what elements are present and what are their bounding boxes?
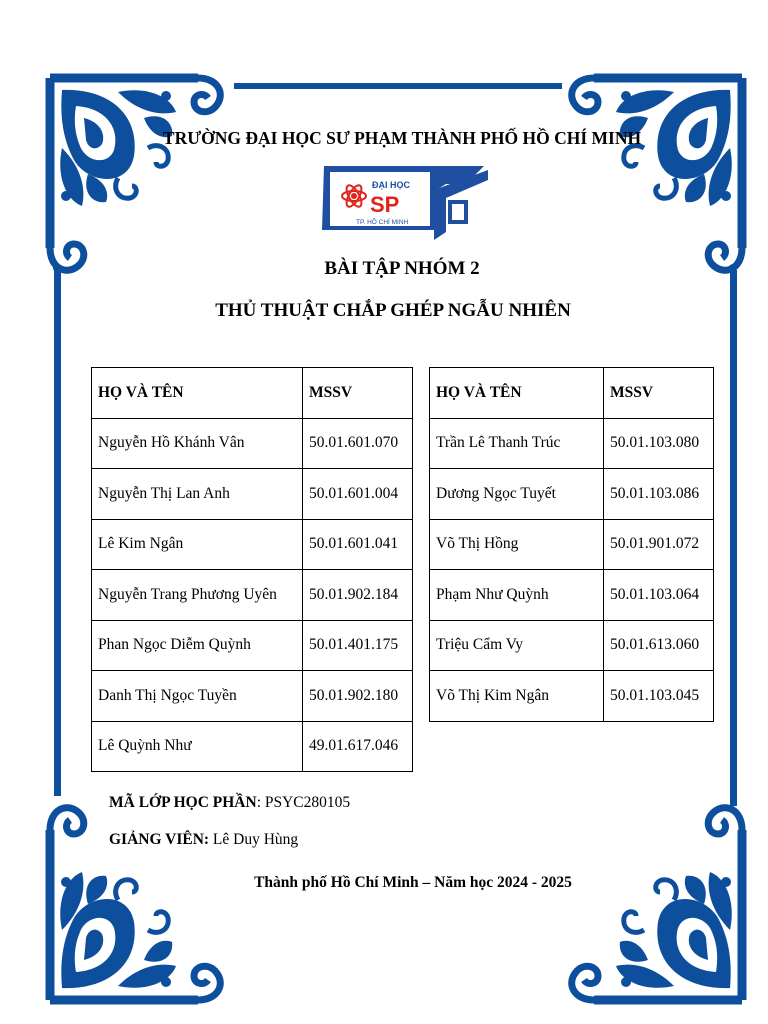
lecturer-line xyxy=(109,831,298,849)
school-name: TRƯỜNG ĐẠI HỌC SƯ PHẠM THÀNH PHỐ HỒ CHÍ MINH xyxy=(162,128,642,148)
student-table-left xyxy=(91,367,413,772)
student-name: Danh Thị Ngọc Tuyền xyxy=(92,671,303,722)
student-name: Phạm Như Quỳnh xyxy=(430,570,604,621)
student-id: 50.01.613.060 xyxy=(604,620,714,671)
student-table-right xyxy=(429,367,714,722)
student-id: 50.01.601.041 xyxy=(303,519,413,570)
logo-main-text: SP xyxy=(370,192,400,217)
topic-title: THỦ THUẬT CHẮP GHÉP NGẪU NHIÊN xyxy=(215,300,571,321)
table-row xyxy=(92,620,413,671)
student-id: 50.01.902.180 xyxy=(303,671,413,722)
table-row xyxy=(92,469,413,520)
student-name: Võ Thị Hồng xyxy=(430,519,604,570)
header-id: MSSV xyxy=(303,368,413,419)
student-id: 49.01.617.046 xyxy=(303,721,413,772)
class-code-value: PSYC280105 xyxy=(264,794,351,811)
lecturer-label: GIẢNG VIÊN: xyxy=(109,831,210,848)
footer-location-year: Thành phố Hồ Chí Minh – Năm học 2024 - 2025 xyxy=(254,874,572,891)
table-row xyxy=(92,519,413,570)
logo-bottom-text: TP. HỒ CHÍ MINH xyxy=(356,219,409,226)
header-name: HỌ VÀ TÊN xyxy=(430,368,604,419)
student-name: Võ Thị Kim Ngân xyxy=(430,671,604,722)
header-id: MSSV xyxy=(604,368,714,419)
class-code-line xyxy=(109,794,350,812)
student-name: Trần Lê Thanh Trúc xyxy=(430,418,604,469)
logo-top-text: ĐẠI HỌC xyxy=(372,180,410,190)
table-row xyxy=(92,671,413,722)
student-id: 50.01.103.045 xyxy=(604,671,714,722)
university-logo xyxy=(316,160,490,244)
table-row xyxy=(430,620,714,671)
student-name: Phan Ngọc Diễm Quỳnh xyxy=(92,620,303,671)
student-name: Lê Quỳnh Như xyxy=(92,721,303,772)
student-id: 50.01.401.175 xyxy=(303,620,413,671)
student-id: 50.01.601.070 xyxy=(303,418,413,469)
student-name: Nguyễn Trang Phương Uyên xyxy=(92,570,303,621)
assignment-title: BÀI TẬP NHÓM 2 xyxy=(324,258,480,279)
table-row xyxy=(430,671,714,722)
student-id: 50.01.901.072 xyxy=(604,519,714,570)
student-name: Triệu Cẩm Vy xyxy=(430,620,604,671)
student-id: 50.01.103.080 xyxy=(604,418,714,469)
header-name: HỌ VÀ TÊN xyxy=(92,368,303,419)
student-id: 50.01.601.004 xyxy=(303,469,413,520)
class-code-separator: : xyxy=(256,794,265,811)
table-row xyxy=(430,570,714,621)
student-id: 50.01.902.184 xyxy=(303,570,413,621)
table-row xyxy=(430,519,714,570)
table-row xyxy=(92,721,413,772)
student-name: Nguyễn Hồ Khánh Vân xyxy=(92,418,303,469)
table-header-row xyxy=(92,368,413,419)
student-id: 50.01.103.064 xyxy=(604,570,714,621)
student-name: Dương Ngọc Tuyết xyxy=(430,469,604,520)
lecturer-value: Lê Duy Hùng xyxy=(212,831,299,848)
student-id: 50.01.103.086 xyxy=(604,469,714,520)
table-row xyxy=(430,469,714,520)
table-row xyxy=(92,570,413,621)
student-name: Lê Kim Ngân xyxy=(92,519,303,570)
table-row xyxy=(430,418,714,469)
class-code-label: MÃ LỚP HỌC PHẦN xyxy=(109,794,257,811)
table-header-row xyxy=(430,368,714,419)
student-name: Nguyễn Thị Lan Anh xyxy=(92,469,303,520)
table-row xyxy=(92,418,413,469)
